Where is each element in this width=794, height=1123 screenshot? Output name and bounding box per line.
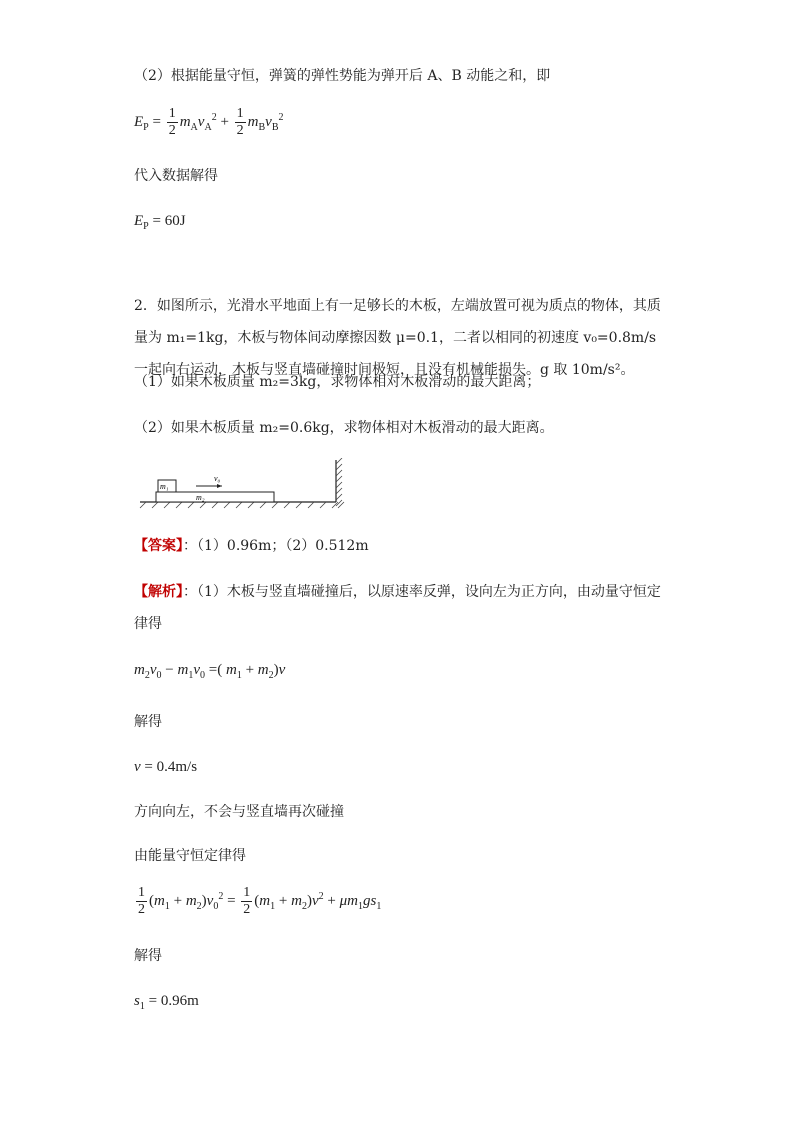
question-2: （2）如果木板质量 m₂=0.6kg，求物体相对木板滑动的最大距离。 xyxy=(134,420,554,436)
equation-s1-result: $s_1 = 0.96m$ xyxy=(134,993,199,1012)
equation-ep-result: $E_P = 60J$ xyxy=(134,213,186,232)
analysis-label: 【解析】 xyxy=(134,584,183,600)
answer-line xyxy=(134,536,369,556)
solve-text-2: 解得 xyxy=(134,948,162,964)
question-1: （1）如果木板质量 m₂=3kg，求物体相对木板滑动的最大距离； xyxy=(134,374,541,390)
part2-intro: （2）根据能量守恒，弹簧的弹性势能为弹开后 A、B 动能之和，即 xyxy=(134,68,551,84)
equation-energy: $\frac{1}{2}$ $(m_1 + m_2)v_0^2$ = $\frac{1}{2}$ $(m_1 + m_2)v^2 + \mu m_1gs_1$ xyxy=(138,885,382,917)
problem-2-statement: 2．如图所示，光滑水平地面上有一足够长的木板，左端放置可视为质点的物体，其质量为 m₁=1kg，木板与物体间动摩擦因数 μ=0.1，二者以相同的初速度 v₀=0.8m/s 一起向右运动，木板与竖直墙碰撞时间极短，且没有机械能损失。g 取 10m/s²。 xyxy=(134,298,661,378)
answer-text: ：（1）0.96m；（2）0.512m xyxy=(183,538,369,554)
ep-symbol: $E_P$ xyxy=(134,113,149,133)
energy-text: 由能量守恒定律得 xyxy=(134,848,246,864)
m2-label: m₂ xyxy=(196,493,205,502)
analysis-paragraph xyxy=(134,576,664,640)
solve-text-1: 解得 xyxy=(134,714,162,730)
substitute-text: 代入数据解得 xyxy=(134,168,218,184)
equation-ep-kinetic: $E_P$ = $\frac{1}{2}$ $m_Av_A^2$ + $\frac{1}{2}$ $m_Bv_B^2$ xyxy=(134,106,284,138)
analysis-text: ：（1）木板与竖直墙碰撞后，以原速率反弹，设向左为正方向，由动量守恒定律得 xyxy=(134,584,661,632)
board-wall-figure xyxy=(134,458,354,514)
m1-label: m₁ xyxy=(160,482,169,491)
v0-label: v₀ xyxy=(214,474,221,483)
board-m2 xyxy=(156,492,274,502)
answer-label: 【答案】 xyxy=(134,538,183,554)
equation-v-result: v = 0.4m/s xyxy=(134,759,198,775)
equation-momentum: $m_2v_0 - m_1v_0$ =( $m_1 + m_2)v$ xyxy=(134,662,286,681)
direction-text: 方向向左，不会与竖直墙再次碰撞 xyxy=(134,804,344,820)
